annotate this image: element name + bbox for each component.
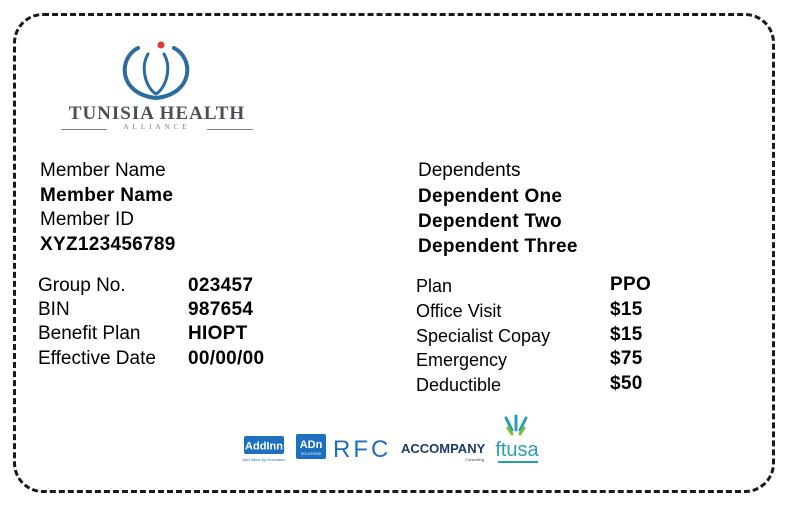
bin-value: 987654 — [188, 299, 254, 320]
svg-text:ftusa: ftusa — [495, 439, 539, 461]
dependent-one: Dependent One — [418, 186, 563, 207]
plan-value: PPO — [610, 274, 652, 295]
logo-subtitle-text: ALLIANCE — [123, 123, 191, 131]
dependent-three: Dependent Three — [418, 236, 578, 257]
logo-red-dot — [158, 42, 165, 49]
member-id-value: XYZ123456789 — [40, 234, 176, 255]
member-id-label: Member ID — [40, 209, 134, 230]
benefit-plan-label: Benefit Plan — [38, 323, 141, 344]
specialist-copay-label: Specialist Copay — [416, 326, 551, 346]
svg-text:Consulting: Consulting — [465, 457, 484, 462]
svg-text:ADn: ADn — [299, 439, 323, 451]
member-name-value: Member Name — [40, 185, 174, 206]
svg-text:SOLUTIONS: SOLUTIONS — [300, 452, 322, 456]
accompany-logo — [401, 441, 486, 462]
bin-label: BIN — [38, 299, 70, 320]
logo-title: TUNISIA HEALTH — [68, 103, 246, 124]
benefit-plan-value: HIOPT — [188, 323, 248, 344]
emergency-label: Emergency — [416, 350, 508, 370]
rfc-logo — [333, 436, 391, 463]
group-no-label: Group No. — [38, 275, 126, 296]
effective-date-label: Effective Date — [38, 348, 156, 369]
logo-outer-arc — [125, 48, 188, 98]
office-visit-value: $15 — [610, 299, 643, 320]
office-visit-label: Office Visit — [416, 301, 502, 321]
dependent-two: Dependent Two — [418, 211, 562, 232]
member-name-label: Member Name — [40, 160, 166, 181]
deductible-value: $50 — [610, 373, 643, 394]
svg-text:AddInn: AddInn — [245, 440, 283, 453]
specialist-copay-value: $15 — [610, 324, 643, 345]
dependents-label: Dependents — [418, 160, 521, 181]
deductible-label: Deductible — [416, 375, 502, 395]
plan-label: Plan — [416, 276, 453, 296]
group-no-value: 023457 — [188, 275, 254, 296]
svg-text:Add Value by Innovation: Add Value by Innovation — [242, 457, 286, 462]
svg-text:ACCOMPANY: ACCOMPANY — [401, 441, 486, 456]
addinn-logo — [242, 436, 285, 462]
partner-logos — [240, 414, 545, 470]
svg-text:RFC: RFC — [333, 436, 392, 463]
logo-inner-arc — [144, 54, 167, 94]
adn-logo — [296, 434, 326, 459]
emergency-value: $75 — [610, 348, 643, 369]
ftusa-logo — [495, 416, 539, 463]
logo-subtitle — [61, 124, 253, 134]
effective-date-value: 00/00/00 — [188, 348, 265, 369]
